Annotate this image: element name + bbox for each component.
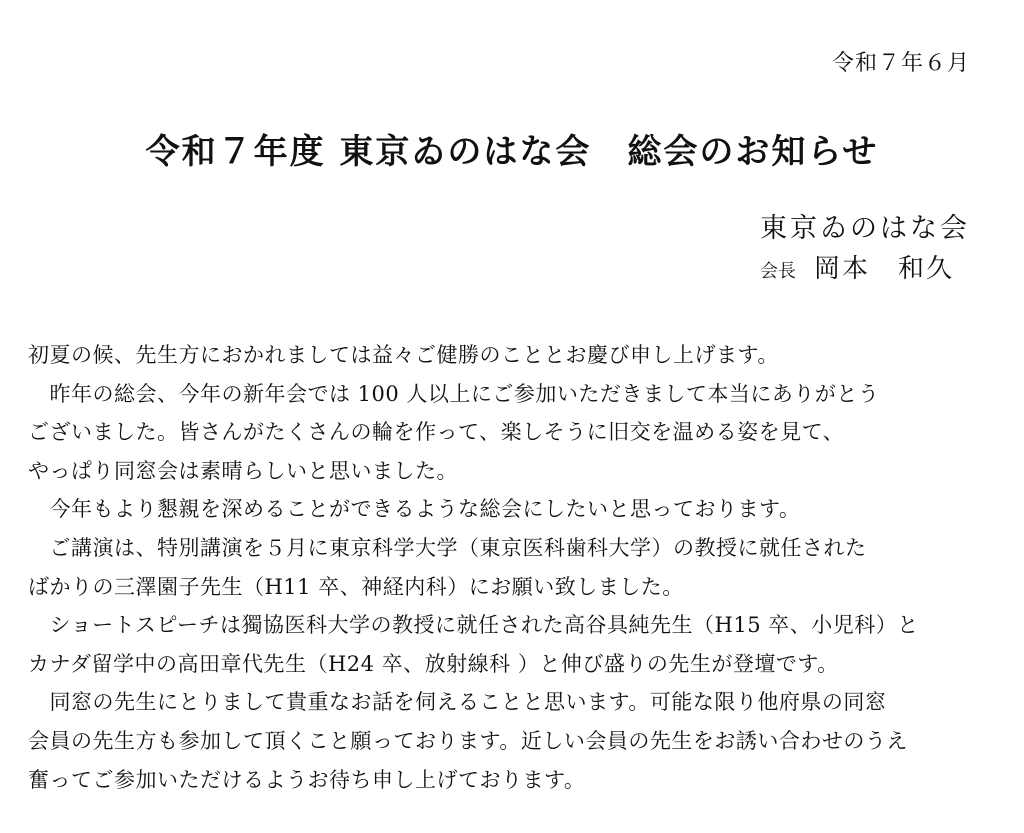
body-text: [28, 336, 1000, 799]
body-line: 奮ってご参加いただけるようお待ち申し上げております。: [28, 767, 586, 792]
body-line: ございました。皆さんがたくさんの輪を作って、楽しそうに旧交を温める姿を見て、: [28, 420, 845, 445]
body-line: カナダ留学中の高田章代先生（H24 卒、放射線科 ）と伸び盛りの先生が登壇です。: [28, 651, 839, 676]
body-line: ご講演は、特別講演を５月に東京科学大学（東京医科歯科大学）の教授に就任された: [28, 535, 867, 560]
body-line: 昨年の総会、今年の新年会では 100 人以上にご参加いただきまして本当にありがとう: [28, 381, 880, 406]
body-line: ばかりの三澤園子先生（H11 卒、神経内科）にお願い致しました。: [28, 574, 684, 599]
body-line: 初夏の候、先生方におかれましては益々ご健勝のこととお慶び申し上げます。: [28, 343, 779, 367]
body-line: 同窓の先生にとりまして貴重なお話を伺えることと思います。可能な限り他府県の同窓: [28, 690, 887, 715]
document-title: 令和７年度 東京ゐのはな会 総会のお知らせ: [145, 132, 879, 172]
sender-organization: 東京ゐのはな会: [760, 213, 970, 244]
sender-block: [760, 210, 970, 291]
sender-name: 岡本 和久: [814, 254, 955, 284]
document-date: 令和７年６月: [831, 51, 970, 76]
sender-role: 会長: [760, 261, 796, 282]
body-line: 今年もより懇親を深めることができるような総会にしたいと思っております。: [28, 497, 801, 522]
sender-representative: [760, 250, 970, 291]
body-line: 会員の先生方も参加して頂くこと願っております。近しい会員の先生をお誘い合わせのうえ: [28, 728, 908, 753]
body-line: ショートスピーチは獨協医科大学の教授に就任された高谷具純先生（H15 卒、小児科）と: [28, 613, 919, 638]
body-line: やっぱり同窓会は素晴らしいと思いました。: [28, 458, 458, 483]
